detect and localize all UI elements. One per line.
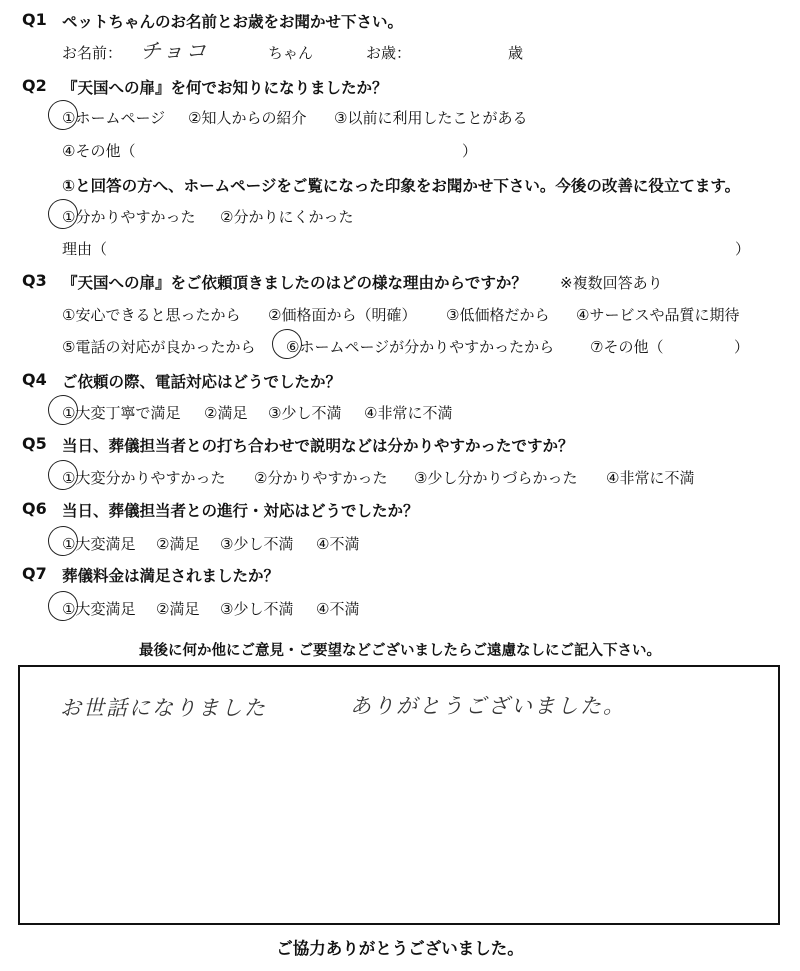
- q7-option-2[interactable]: ②満足: [156, 600, 200, 618]
- comments-handwritten-1: お世話になりました: [60, 696, 267, 720]
- q1-age-label: お歳：: [366, 44, 412, 62]
- q6-question: 当日、葬儀担当者との進行・対応はどうでしたか？: [62, 502, 419, 520]
- q3-note: ※複数回答あり: [560, 274, 663, 292]
- q3-option-6[interactable]: ⑥ホームページが分かりやすかったから: [286, 338, 555, 356]
- q2-sub-question: ①と回答の方へ、ホームページをご覧になった印象をお聞かせ下さい。今後の改善に役立てます。: [62, 177, 741, 195]
- comments-handwritten-2: ありがとうございました。: [350, 694, 626, 718]
- q4-option-2[interactable]: ②満足: [204, 404, 248, 422]
- q6-option-3[interactable]: ③少し不満: [220, 535, 294, 553]
- q2-option-other-close: ）: [462, 142, 478, 160]
- q7-option-3[interactable]: ③少し不満: [220, 600, 294, 618]
- q2-option-other[interactable]: ④その他（: [62, 142, 136, 160]
- q7-option-4[interactable]: ④不満: [316, 600, 360, 618]
- q1-number: Q1: [22, 10, 47, 29]
- q3-option-3[interactable]: ③低価格だから: [446, 306, 550, 324]
- q7-question: 葬儀料金は満足されましたか？: [62, 567, 280, 585]
- q2-option-1[interactable]: ①ホームページ: [62, 109, 166, 127]
- q4-option-4[interactable]: ④非常に不満: [364, 404, 453, 422]
- q2-number: Q2: [22, 76, 47, 95]
- q1-name-value[interactable]: チョコ: [140, 39, 209, 63]
- q3-option-2[interactable]: ②価格面から（明確）: [268, 306, 417, 324]
- q3-option-1[interactable]: ①安心できると思ったから: [62, 306, 241, 324]
- footer-thanks: ご協力ありがとうございました。: [276, 939, 524, 958]
- q2-sub-option-1[interactable]: ①分かりやすかった: [62, 208, 196, 226]
- q7-number: Q7: [22, 564, 47, 583]
- q5-number: Q5: [22, 434, 47, 453]
- q6-option-2[interactable]: ②満足: [156, 535, 200, 553]
- q5-option-1[interactable]: ①大変分かりやすかった: [62, 469, 226, 487]
- q4-option-1[interactable]: ①大変丁寧で満足: [62, 404, 181, 422]
- q1-name-label: お名前：: [62, 44, 123, 62]
- q2-reason-close: ）: [735, 240, 751, 258]
- q4-number: Q4: [22, 370, 47, 389]
- q5-question: 当日、葬儀担当者との打ち合わせで説明などは分かりやすかったですか？: [62, 437, 574, 455]
- comments-prompt: 最後に何か他にご意見・ご要望などございましたらご遠慮なしにご記入下さい。: [139, 643, 661, 659]
- q3-question: 『天国への扉』をご依頼頂きましたのはどの様な理由からですか？: [62, 274, 527, 292]
- q2-sub-option-2[interactable]: ②分かりにくかった: [220, 208, 354, 226]
- q3-option-4[interactable]: ④サービスや品質に期待: [576, 306, 740, 324]
- q4-question: ご依頼の際、電話対応はどうでしたか？: [62, 373, 342, 391]
- q1-chan: ちゃん: [268, 44, 314, 62]
- q3-option-7[interactable]: ⑦その他（: [590, 338, 664, 356]
- q6-number: Q6: [22, 499, 47, 518]
- q2-question: 『天国への扉』を何でお知りになりましたか？: [62, 79, 388, 97]
- q3-option-7-close: ）: [734, 338, 750, 356]
- q1-question: ペットちゃんのお名前とお歳をお聞かせ下さい。: [62, 13, 404, 31]
- q1-age-unit: 歳: [508, 44, 524, 62]
- q5-option-2[interactable]: ②分かりやすかった: [254, 469, 388, 487]
- q6-option-1[interactable]: ①大変満足: [62, 535, 136, 553]
- q2-option-2[interactable]: ②知人からの紹介: [188, 109, 307, 127]
- q3-number: Q3: [22, 271, 47, 290]
- q5-option-4[interactable]: ④非常に不満: [606, 469, 695, 487]
- q7-option-1[interactable]: ①大変満足: [62, 600, 136, 618]
- q4-option-3[interactable]: ③少し不満: [268, 404, 342, 422]
- q2-reason-label[interactable]: 理由（: [62, 240, 108, 258]
- q2-option-3[interactable]: ③以前に利用したことがある: [334, 109, 528, 127]
- q3-option-5[interactable]: ⑤電話の対応が良かったから: [62, 338, 256, 356]
- q5-option-3[interactable]: ③少し分かりづらかった: [414, 469, 578, 487]
- q6-option-4[interactable]: ④不満: [316, 535, 360, 553]
